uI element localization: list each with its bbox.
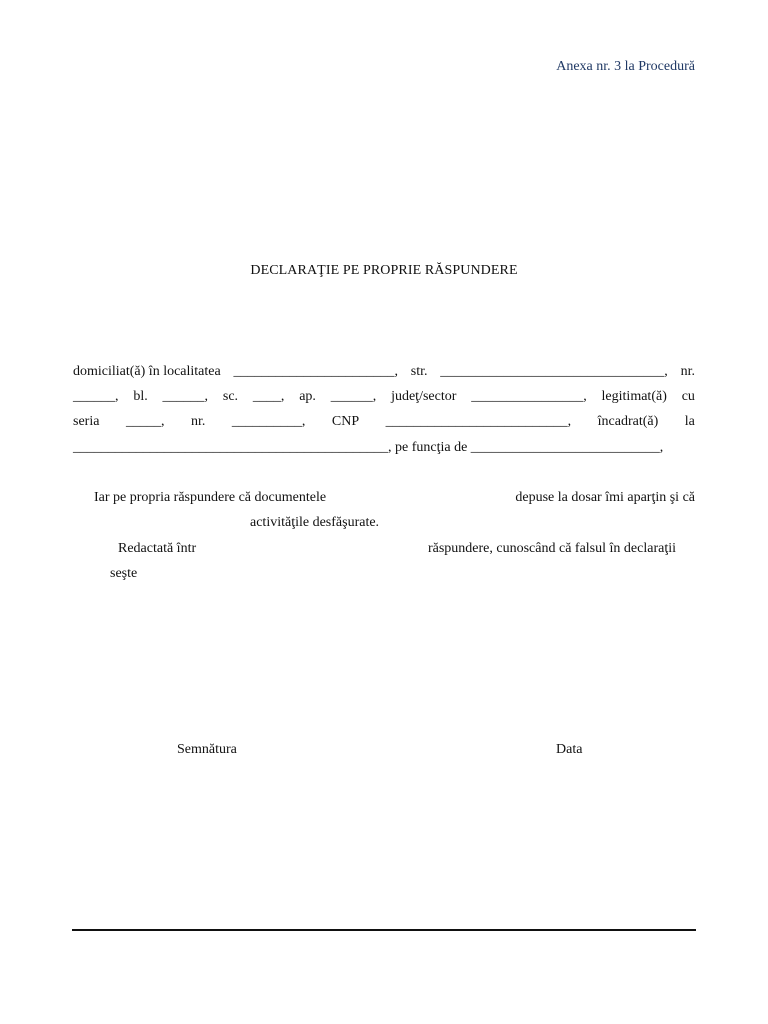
form-text: seria — [73, 414, 100, 429]
footer-divider — [72, 929, 696, 931]
form-text: ap. — [299, 389, 316, 404]
blank-field-street: ________________________________, — [440, 364, 668, 379]
form-text: str. — [410, 364, 428, 379]
blank-field-id-number: __________, — [231, 414, 306, 429]
blank-field-apartment: ______, — [330, 389, 377, 404]
form-text: cu — [681, 389, 695, 404]
form-text: CNP — [331, 414, 360, 429]
form-line-residence — [73, 363, 695, 381]
blank-field-locality: _______________________, — [233, 364, 398, 379]
form-text: legitimat(ă) — [601, 389, 667, 404]
drafted-text-right: răspundere, cunoscând că falsul în declaraţii — [427, 541, 676, 556]
blank-field-staircase: ____, — [252, 389, 285, 404]
blank-field-series: _____, — [125, 414, 165, 429]
drafted-text-line2: seşte — [110, 566, 138, 581]
form-text: bl. — [133, 389, 148, 404]
form-text: nr. — [680, 364, 695, 379]
declaration-text-right: depuse la dosar îmi aparţin şi că — [515, 490, 695, 505]
blank-field-employer-position: _____________________________________________, pe funcţia de ___________________________, — [73, 440, 664, 455]
date-label: Data — [556, 742, 583, 757]
blank-field-cnp: __________________________, — [385, 414, 572, 429]
declaration-text-line2: activităţile desfăşurate. — [250, 515, 380, 530]
drafted-text-left: Redactată într — [118, 541, 197, 556]
form-text: nr. — [190, 414, 206, 429]
form-line-identity — [73, 413, 695, 431]
document-title: DECLARAŢIE PE PROPRIE RĂSPUNDERE — [250, 263, 518, 278]
form-line-employment — [73, 439, 695, 457]
form-text: la — [684, 414, 695, 429]
form-text: domiciliat(ă) în localitatea — [73, 364, 221, 379]
signature-label: Semnătura — [177, 742, 237, 757]
form-text: judeţ/sector — [391, 389, 457, 404]
form-line-address — [73, 388, 695, 406]
declaration-text-left: Iar pe propria răspundere că documentele — [94, 490, 327, 505]
form-text: încadrat(ă) — [597, 414, 659, 429]
blank-field-county: ________________, — [471, 389, 587, 404]
blank-field-number: ______, — [73, 389, 119, 404]
form-text: sc. — [222, 389, 239, 404]
annex-reference: Anexa nr. 3 la Procedură — [556, 59, 695, 74]
blank-field-block: ______, — [162, 389, 209, 404]
